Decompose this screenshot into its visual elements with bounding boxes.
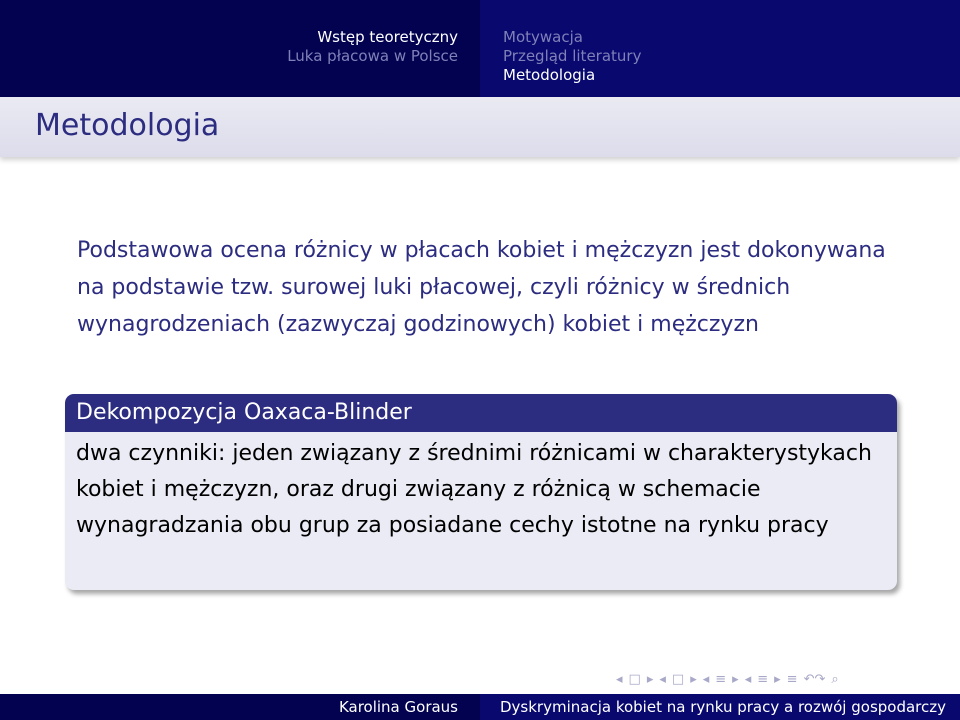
footer-short-title: Dyskryminacja kobiet na rynku pracy a rozwój gospodarczy	[500, 698, 947, 716]
footer-bar	[0, 694, 960, 720]
block-body: dwa czynniki: jeden związany z średnimi różnicami w charakterystykach kobiet i mężczyzn, oraz drugi związany z różnicą w schemacie wynagradzania obu grup za posiadane cechy istotne na rynku pracy	[76, 441, 872, 538]
subsection-icon[interactable]: ≡	[715, 671, 727, 687]
footer-author: Karolina Goraus	[338, 698, 458, 716]
header-left-panel	[0, 0, 480, 97]
section-list	[287, 28, 458, 66]
subsection-list	[503, 28, 641, 85]
body-paragraph: Podstawowa ocena różnicy w płacach kobiet i mężczyzn jest dokonywana na podstawie tzw. surowej luki płacowej, czyli różnicy w średnich wynagrodzeniach (zazwyczaj godzinowych) kobiet i mężczyzn	[77, 238, 886, 337]
nav-section-wstep[interactable]: Wstęp teoretyczny	[317, 28, 458, 46]
back-forward-icon[interactable]: ↶↷	[803, 671, 826, 687]
search-icon[interactable]: ⌕	[831, 671, 839, 687]
header-navigation	[0, 0, 960, 97]
section-icon[interactable]: ≡	[757, 671, 769, 687]
next-subsection-icon[interactable]: ▸	[732, 671, 739, 687]
prev-frame-icon[interactable]: ◂	[659, 671, 666, 687]
next-section-icon[interactable]: ▸	[774, 671, 781, 687]
footer-left	[0, 694, 480, 720]
frame-title-bar	[0, 97, 960, 157]
prev-slide-icon[interactable]: ◂	[616, 671, 623, 687]
frame-title: Metodologia	[35, 108, 220, 143]
definition-block	[65, 394, 897, 590]
frame-group-icon[interactable]: □	[671, 671, 685, 687]
block-title: Dekompozycja Oaxaca-Blinder	[65, 394, 897, 432]
nav-section-luka[interactable]: Luka płacowa w Polsce	[287, 47, 458, 65]
frame-icon[interactable]: □	[628, 671, 641, 687]
next-frame-icon[interactable]: ▸	[690, 671, 697, 687]
beamer-navigation-symbols	[616, 668, 960, 690]
prev-section-icon[interactable]: ◂	[744, 671, 752, 687]
document-icon[interactable]: ≡	[786, 671, 798, 687]
prev-subsection-icon[interactable]: ◂	[702, 671, 710, 687]
nav-subsection-motywacja[interactable]: Motywacja	[503, 28, 583, 46]
footer-right	[480, 694, 960, 720]
next-slide-icon[interactable]: ▸	[646, 671, 654, 687]
header-right-panel	[480, 0, 960, 97]
nav-subsection-przeglad[interactable]: Przegląd literatury	[503, 47, 642, 65]
nav-subsection-metodologia[interactable]: Metodologia	[503, 66, 596, 84]
